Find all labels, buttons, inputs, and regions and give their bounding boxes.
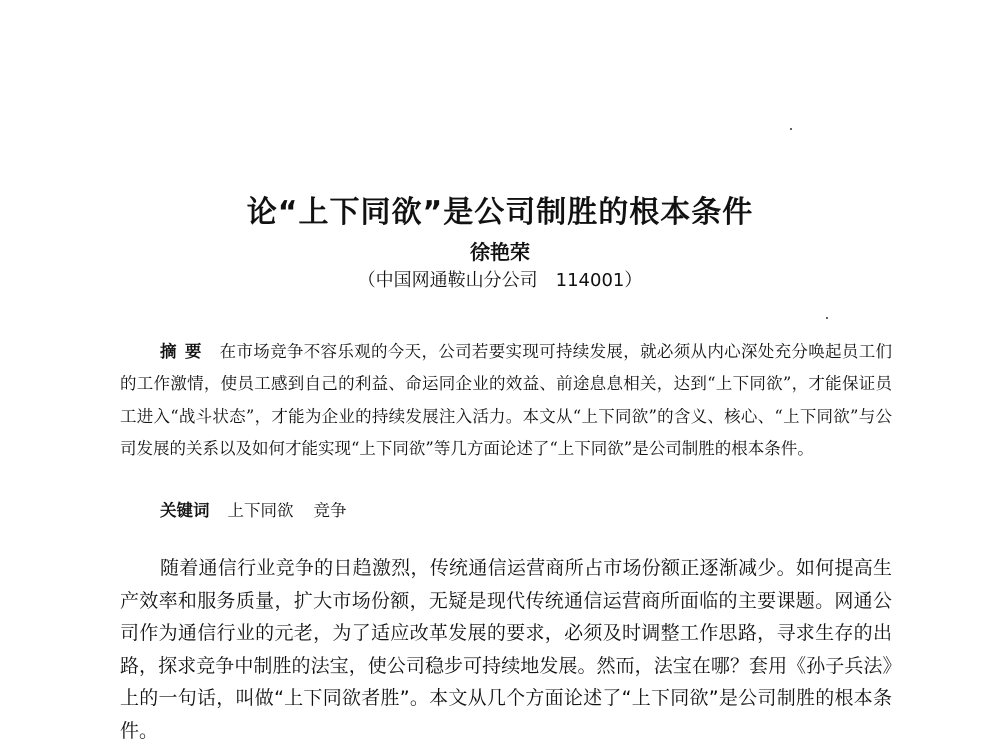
author-name: 徐艳荣: [470, 240, 530, 264]
abstract: [120, 336, 892, 466]
abstract-text: 在市场竞争不容乐观的今天，公司若要实现可持续发展，就必须从内心深处充分唤起员工们的工作激情，使员工感到自己的利益、命运同企业的效益、前途息息相关，达到“上下同欲”，才能保证员工进入“战斗状态”，才能为企业的持续发展注入活力。本文从“上下同欲”的含义、核心、“上下同欲”与公司发展的关系以及如何才能实现“上下同欲”等几方面论述了“上下同欲”是公司制胜的根本条件。: [120, 342, 893, 459]
body-paragraph: 随着通信行业竞争的日趋激烈，传统通信运营商所占市场份额正逐渐减少。如何提高生产效率和服务质量，扩大市场份额，无疑是现代传统通信运营商所面临的主要课题。网通公司作为通信行业的元老，为了适应改革发展的要求，必须及时调整工作思路，寻求生存的出路，探求竞争中制胜的法宝，使公司稳步可持续地发展。然而，法宝在哪？套用《孙子兵法》上的一句话，叫做“上下同欲者胜”。本文从几个方面论述了“上下同欲”是公司制胜的根本条件。: [120, 557, 892, 742]
abstract-label: 摘要: [160, 342, 210, 361]
keywords: [160, 497, 367, 521]
keyword: 竞争: [313, 501, 347, 520]
scan-speck: [790, 128, 792, 130]
paper-title: 论“上下同欲”是公司制胜的根本条件: [246, 195, 754, 230]
keywords-label: 关键词: [160, 501, 210, 520]
author-affiliation: （中国网通鞍山分公司 114001）: [357, 270, 643, 291]
scan-speck: [826, 317, 828, 319]
keyword: 上下同欲: [227, 501, 294, 520]
